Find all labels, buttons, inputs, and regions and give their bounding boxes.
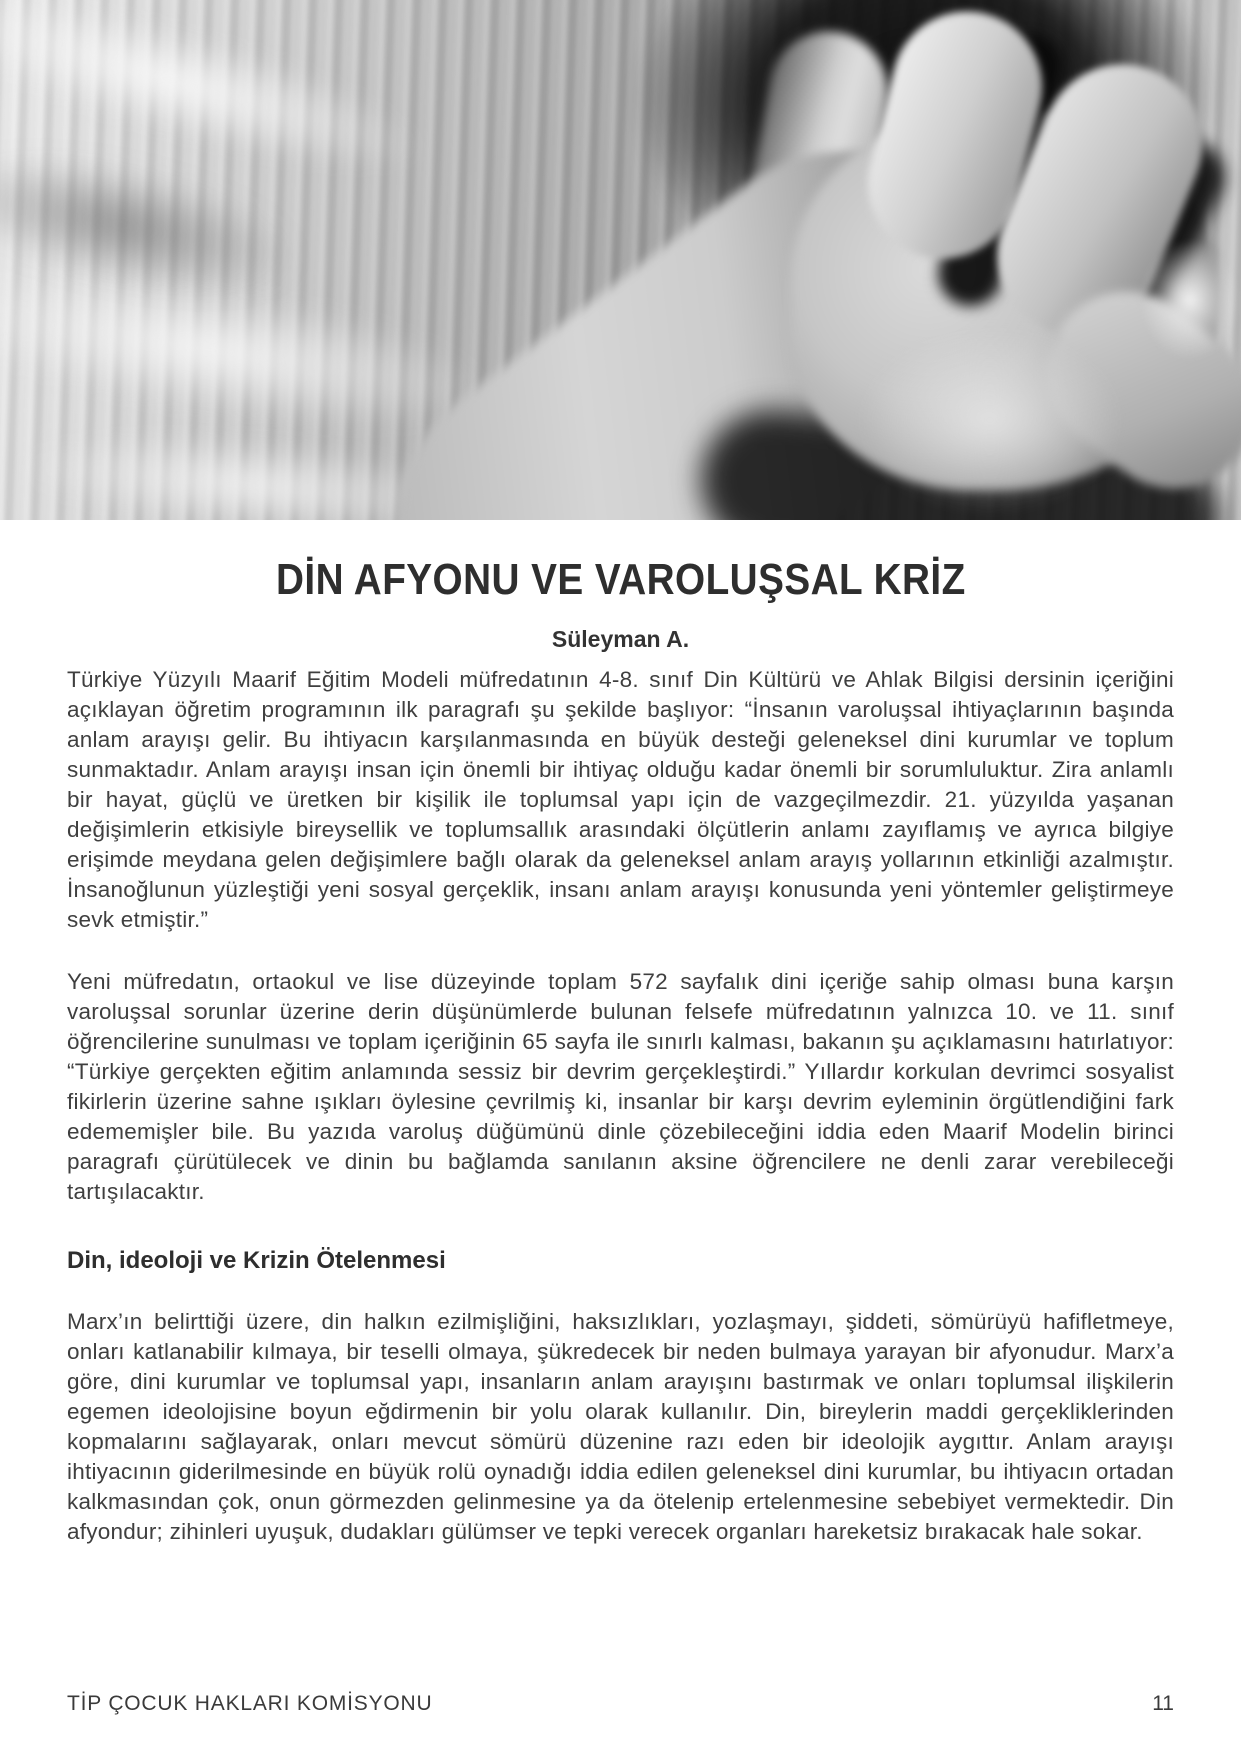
page-footer	[67, 1692, 1174, 1716]
page-number: 11	[1152, 1692, 1174, 1715]
fingertip-highlight	[1140, 240, 1240, 360]
article-title-text: DİN AFYONU VE VAROLUŞSAL KRİZ	[275, 555, 966, 604]
paragraph-2: Yeni müfredatın, ortaokul ve lise düzeyinde toplam 572 sayfalık dini içeriğe sahip olması buna karşın varoluşsal sorunlar üzerine derin düşünümlerde bulunan felsefe müfredatının yalnızca 10. ve 11. sınıf öğrencilerine sunulması ve toplam içeriğinin 65 sayfa ile sınırlı kalması, bakanın şu açıklamasını hatırlatıyor: “Türkiye gerçekten eğitim anlamında sessiz bir devrim gerçekleştirdi.” Yıllardır korkulan devrimci sosyalist fikirlerin üzerine sahne ışıkları öylesine çevrilmiş ki, insanlar bir karşı devrim eyleminin örgütlendiğini fark edememişler bile. Bu yazıda varoluş düğümünü dinle çözebileceğini iddia eden Maarif Modelin birinci paragrafı çürütülecek ve dinin bu bağlamda sanılanın aksine öğrencilere ne denli zarar verebileceği tartışılacaktır.	[67, 969, 1174, 1204]
hero-photo	[0, 0, 1241, 520]
section-subheading: Din, ideoloji ve Krizin Ötelenmesi	[67, 1247, 446, 1274]
paragraph-1: Türkiye Yüzyılı Maarif Eğitim Modeli müfredatının 4-8. sınıf Din Kültürü ve Ahlak Bilgisi dersinin içeriğini açıklayan öğretim programının ilk paragrafı şu şekilde başlıyor: “İnsanın varoluşsal ihtiyaçlarının başında anlam arayışı gelir. Bu ihtiyacın karşılanmasında en büyük desteği geleneksel dini kurumlar ve toplum sunmaktadır. Anlam arayışı insan için önemli bir ihtiyaç olduğu kadar önemli bir sorumluluktur. Zira anlamlı bir hayat, güçlü ve üretken bir kişilik ile toplumsal yapı için de vazgeçilmezdir. 21. yüzyılda yaşanan değişimlerin etkisiyle bireysellik ve toplumsallık arasındaki ölçütlerin anlamı zayıflamış ve ayrıca bilgiye erişimde meydana gelen değişimlere bağlı olarak da geleneksel anlam arayış yollarının etkinliği azalmıştır. İnsanoğlunun yüzleştiği yeni sosyal gerçeklik, insanı anlam arayışı konusunda yeni yöntemler geliştirmeye sevk etmiştir.”	[67, 667, 1174, 932]
author-byline: Süleyman A.	[551, 626, 690, 652]
knuckle-highlight	[860, 330, 1120, 510]
footer-organization: TİP ÇOCUK HAKLARI KOMİSYONU	[67, 1692, 433, 1715]
article-title	[0, 554, 1241, 606]
paragraph-3: Marx’ın belirttiği üzere, din halkın ezilmişliğini, haksızlıkları, yozlaşmayı, şiddeti, sömürüyü hafifletmeye, onları katlanabilir kılmaya, bir teselli olmaya, şükredecek bir neden bulmaya yarayan bir afyonudur. Marx’a göre, dini kurumlar ve toplumsal yapı, insanların anlam arayışını bastırmak ve onları toplumsal ilişkilerin egemen ideolojisine boyun eğdirmenin bir yolu olarak kullanılır. Din, bireylerin maddi gerçekliklerinden kopmalarını sağlayarak, onları mevcut sömürü düzenine razı eden bir ideolojik aygıttır. Anlam arayışı ihtiyacının giderilmesinde en büyük rolü oynadığı iddia edilen geleneksel dini kurumlar, bu ihtiyacın ortadan kalkmasından çok, onun görmezden gelinmesine ya da ötelenip ertelenmesine sebebiyet vermektedir. Din afyondur; zihinleri uyuşuk, dudakları gülümser ve tepki verecek organları hareketsiz bırakacak hale sokar.	[67, 1309, 1174, 1544]
